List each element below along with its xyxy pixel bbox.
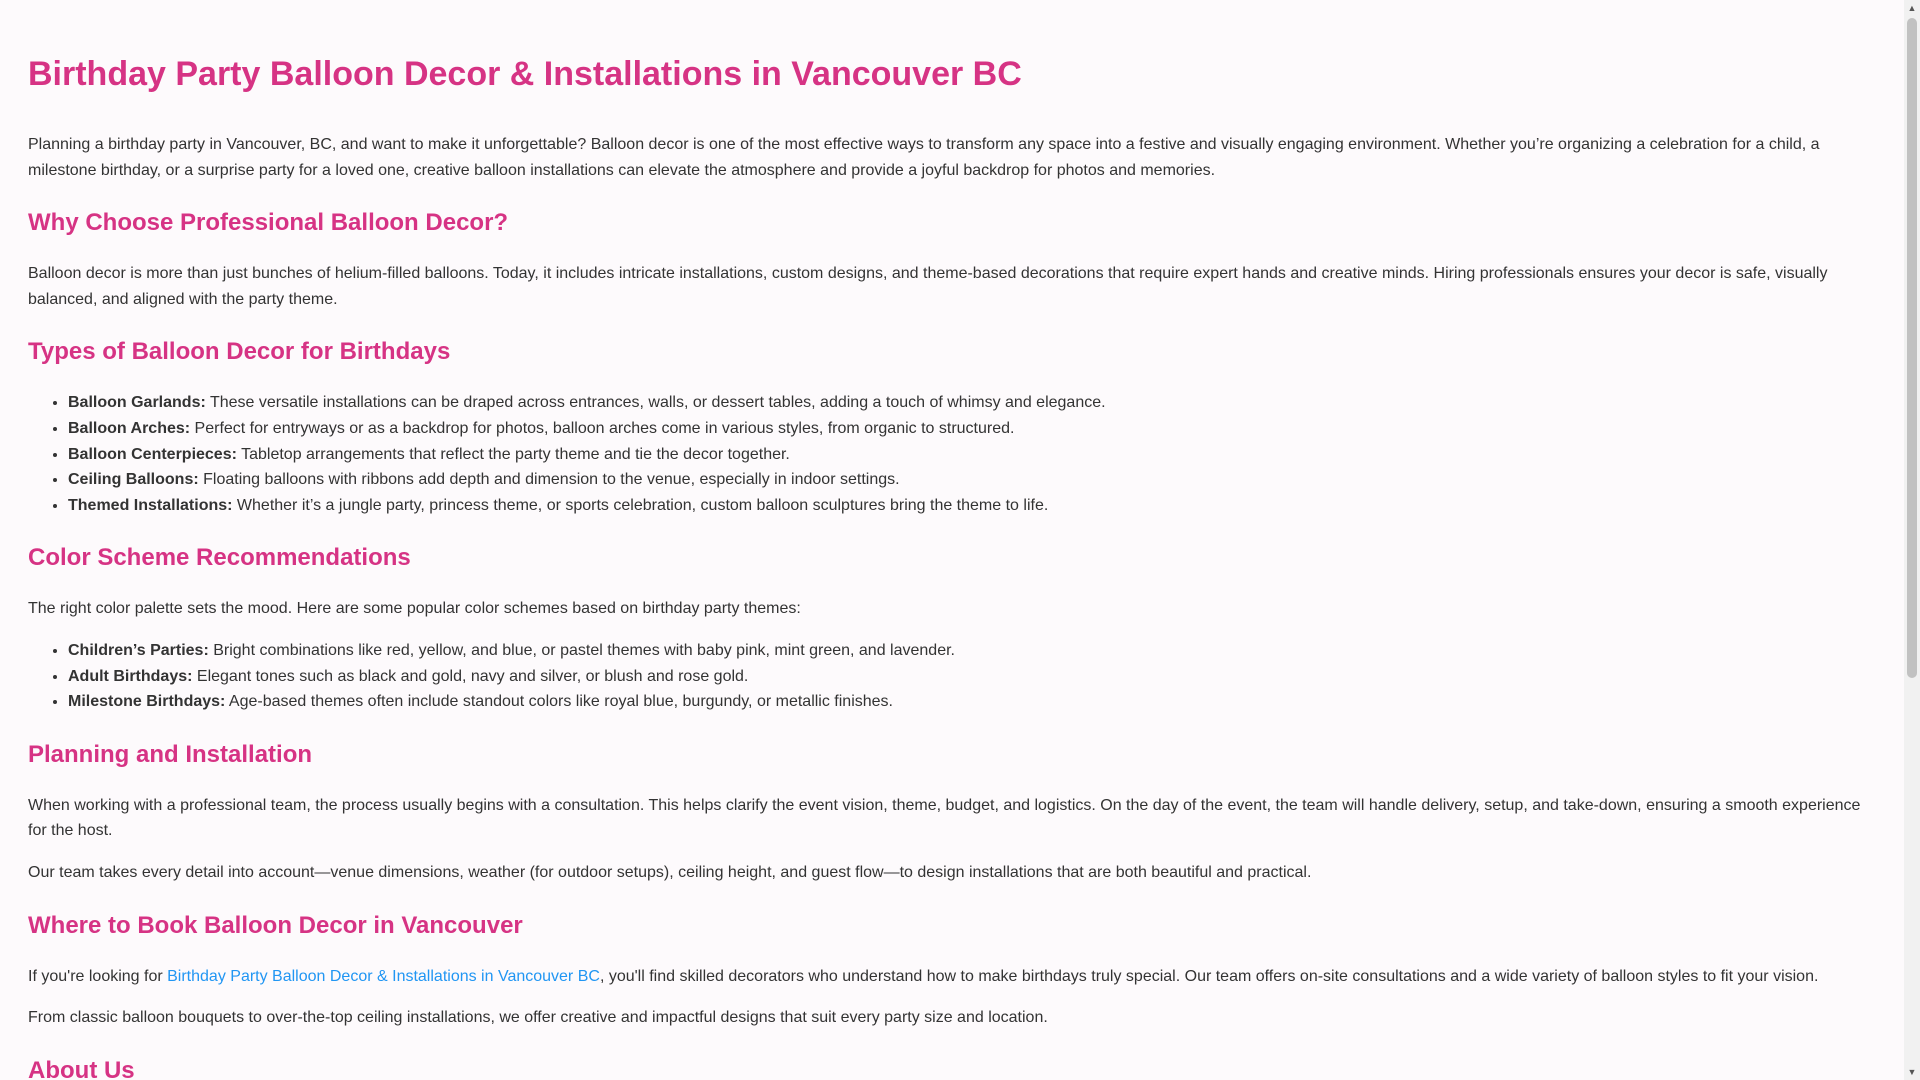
- booking-text-before: If you're looking for: [28, 967, 168, 985]
- booking-paragraph-1: [28, 964, 1878, 990]
- scroll-up-icon[interactable]: ▲: [1907, 3, 1917, 13]
- types-heading: Types of Balloon Decor for Birthdays: [28, 338, 451, 366]
- colors-paragraph: The right color palette sets the mood. Here are some popular color schemes based on birthday party themes:: [28, 600, 801, 618]
- list-item: [68, 689, 1878, 715]
- colors-list: [28, 638, 1878, 715]
- scrollbar-thumb[interactable]: [1907, 18, 1917, 678]
- list-item-text: Elegant tones such as black and gold, navy and silver, or blush and rose gold.: [192, 667, 749, 685]
- list-item: [68, 638, 1878, 664]
- list-item-label: Adult Birthdays:: [68, 667, 193, 685]
- list-item: [68, 493, 1878, 519]
- article-content: [28, 48, 1878, 1080]
- booking-link[interactable]: Birthday Party Balloon Decor & Installations in Vancouver BC: [167, 967, 600, 985]
- about-heading: About Us: [28, 1056, 135, 1080]
- intro-paragraph: Planning a birthday party in Vancouver, BC, and want to make it unforgettable? Balloon decor is one of the most effective ways to transform any space into a festive and visually engaging environment. Whether you’re organizing a celebration for a child, a milestone birthday, or a surprise party for a loved one, creative balloon installations can elevate the atmosphere and provide a joyful backdrop for photos and memories.: [28, 136, 1820, 179]
- colors-heading: Color Scheme Recommendations: [28, 544, 411, 572]
- list-item: [68, 390, 1878, 416]
- booking-heading: Where to Book Balloon Decor in Vancouver: [28, 911, 523, 939]
- list-item-text: Perfect for entryways or as a backdrop for photos, balloon arches come in various styles, from organic to structured.: [190, 419, 1015, 437]
- list-item-text: Floating balloons with ribbons add depth and dimension to the venue, especially in indoor settings.: [198, 471, 900, 489]
- list-item-text: Tabletop arrangements that reflect the party theme and tie the decor together.: [236, 445, 790, 463]
- list-item-label: Ceiling Balloons:: [68, 471, 199, 489]
- list-item-text: Whether it’s a jungle party, princess theme, or sports celebration, custom balloon sculptures bring the theme to life.: [232, 496, 1049, 514]
- vertical-scrollbar[interactable]: [1904, 0, 1920, 1080]
- page-title: Birthday Party Balloon Decor & Installations in Vancouver BC: [28, 55, 1022, 93]
- list-item: [68, 416, 1878, 442]
- planning-paragraph-2: Our team takes every detail into account—venue dimensions, weather (for outdoor setups), ceiling height, and guest flow—to design installations that are both beautiful and practical.: [28, 863, 1312, 881]
- booking-paragraph-2: From classic balloon bouquets to over-the-top ceiling installations, we offer creative and impactful designs that suit every party size and location.: [28, 1009, 1048, 1027]
- booking-text-after: , you'll find skilled decorators who understand how to make birthdays truly special. Our team offers on-site consultations and a wide variety of balloon styles to fit your vision.: [599, 967, 1819, 985]
- list-item: [68, 664, 1878, 690]
- why-heading: Why Choose Professional Balloon Decor?: [28, 209, 509, 237]
- why-paragraph: Balloon decor is more than just bunches of helium-filled balloons. Today, it includes intricate installations, custom designs, and theme-based decorations that require expert hands and creative minds. Hiring professionals ensures your decor is safe, visually balanced, and aligned with the party theme.: [28, 265, 1828, 308]
- planning-paragraph-1: When working with a professional team, the process usually begins with a consultation. This helps clarify the event vision, theme, budget, and logistics. On the day of the event, the team will handle delivery, setup, and take-down, ensuring a smooth experience for the host.: [28, 796, 1861, 840]
- list-item-label: Balloon Arches:: [68, 419, 191, 437]
- list-item-text: Age-based themes often include standout colors like royal blue, burgundy, or metallic finishes.: [225, 693, 893, 711]
- list-item-label: Children’s Parties:: [68, 641, 209, 659]
- list-item-text: These versatile installations can be draped across entrances, walls, or dessert tables, adding a touch of whimsy and elegance.: [205, 394, 1106, 412]
- list-item: [68, 442, 1878, 468]
- list-item-label: Balloon Garlands:: [68, 394, 206, 412]
- planning-heading: Planning and Installation: [28, 740, 313, 768]
- scroll-down-icon[interactable]: ▼: [1907, 1067, 1917, 1077]
- list-item-label: Milestone Birthdays:: [68, 693, 226, 711]
- list-item: [68, 467, 1878, 493]
- types-list: [28, 390, 1878, 518]
- list-item-label: Balloon Centerpieces:: [68, 445, 237, 463]
- list-item-text: Bright combinations like red, yellow, and blue, or pastel themes with baby pink, mint green, and lavender.: [208, 641, 955, 659]
- list-item-label: Themed Installations:: [68, 496, 233, 514]
